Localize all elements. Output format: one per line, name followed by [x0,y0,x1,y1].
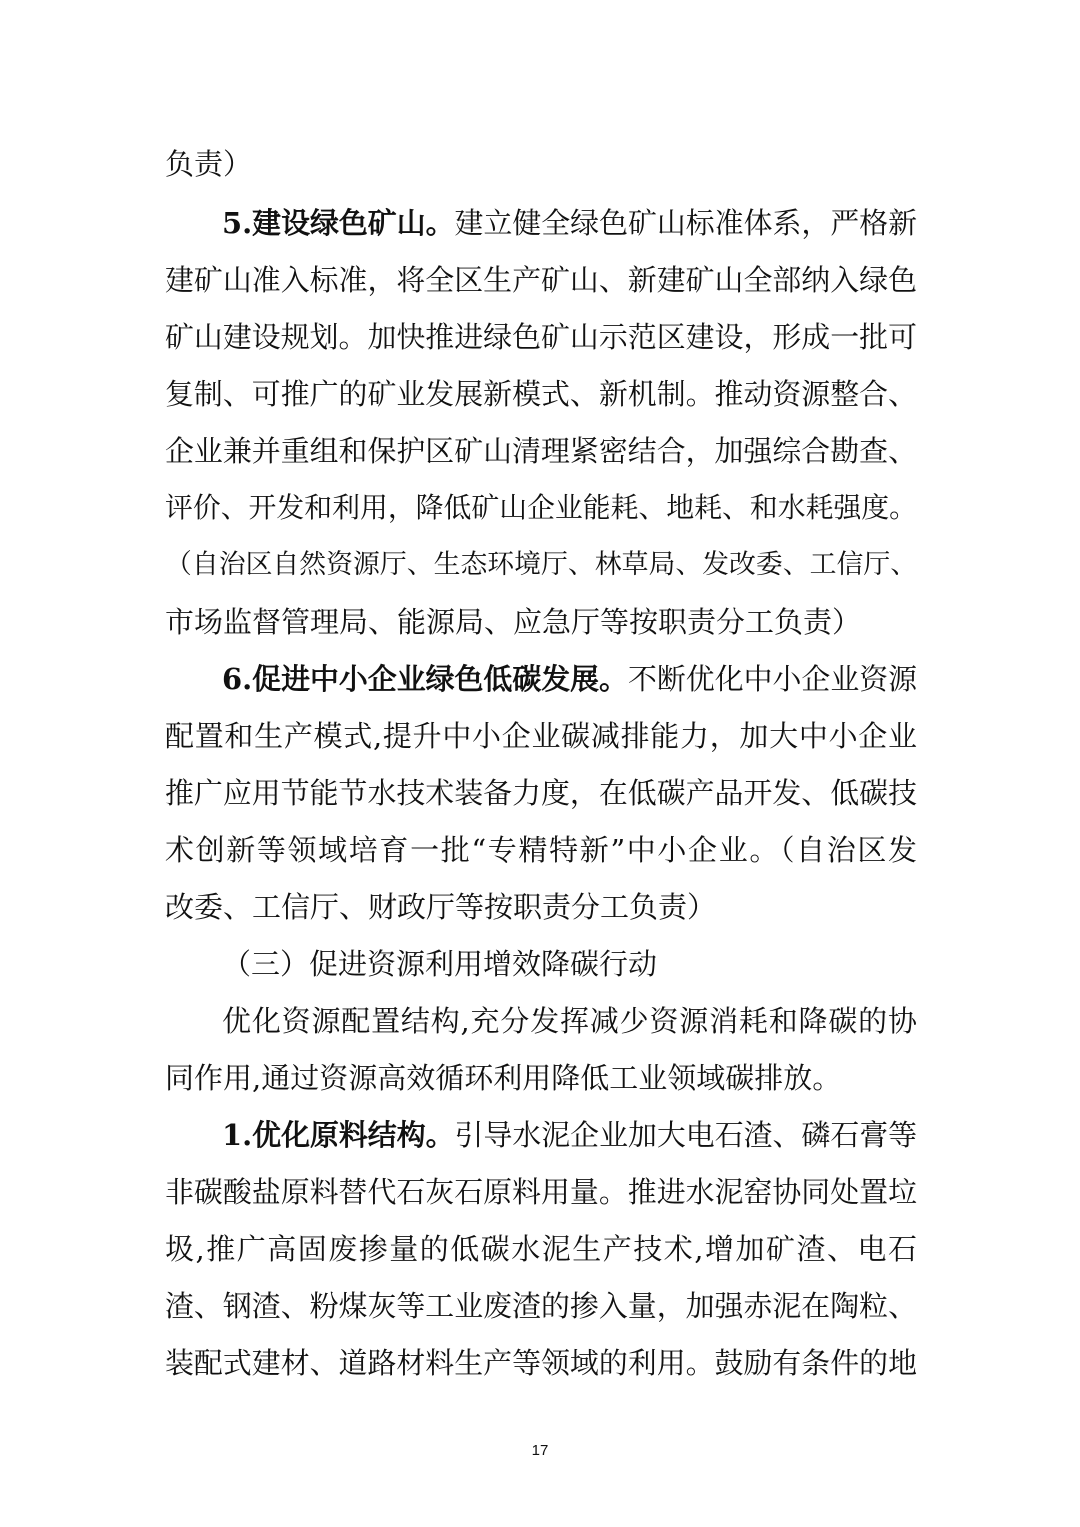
text-line: 配置和生产模式,提升中小企业碳减排能力，加大中小企业 [165,719,917,753]
text-line: 推广应用节能节水技术装备力度，在低碳产品开发、低碳技 [165,776,917,810]
text-line: 装配式建材、道路材料生产等领域的利用。鼓励有条件的地 [165,1346,917,1380]
text-line: 圾,推广高固废掺量的低碳水泥生产技术,增加矿渣、电石 [165,1232,917,1266]
section-heading: （三）促进资源利用增效降碳行动 [222,947,658,981]
text-line: 优化资源配置结构,充分发挥减少资源消耗和降碳的协 [222,1004,917,1038]
item-heading: 1.优化原料结构。 [222,1118,455,1152]
text-line: 矿山建设规划。加快推进绿色矿山示范区建设，形成一批可 [165,320,917,354]
text-line: 术创新等领域培育一批“专精特新”中小企业。（自治区发 [165,833,917,867]
text-line: 负责） [165,147,253,181]
item-heading: 6.促进中小企业绿色低碳发展。 [222,662,628,696]
text-line: 改委、工信厅、财政厅等按职责分工负责） [165,890,717,924]
text-line: 复制、可推广的矿业发展新模式、新机制。推动资源整合、 [165,377,917,411]
text-line: 市场监督管理局、能源局、应急厅等按职责分工负责） [165,605,862,639]
text-line: （自治区自然资源厅、生态环境厅、林草局、发改委、工信厅、 [165,549,918,580]
text-line: 渣、钢渣、粉煤灰等工业废渣的掺入量，加强赤泥在陶粒、 [165,1289,917,1323]
page-number: 17 [531,1442,549,1459]
text-line: 企业兼并重组和保护区矿山清理紧密结合，加强综合勘查、 [165,434,917,468]
text-line: 建矿山准入标准，将全区生产矿山、新建矿山全部纳入绿色 [165,263,917,297]
heading-line: 1.优化原料结构。引导水泥企业加大电石渣、磷石膏等 [222,1118,918,1152]
text-line: 评价、开发和利用，降低矿山企业能耗、地耗、和水耗强度。 [165,491,917,524]
heading-line: 5.建设绿色矿山。建立健全绿色矿山标准体系，严格新 [222,206,918,240]
text-line: 同作用,通过资源高效循环利用降低工业领域碳排放。 [165,1061,842,1095]
item-heading: 5.建设绿色矿山。 [222,206,455,240]
heading-line: 6.促进中小企业绿色低碳发展。不断优化中小企业资源 [222,662,918,696]
text-line: 非碳酸盐原料替代石灰石原料用量。推进水泥窑协同处置垃 [165,1175,917,1209]
